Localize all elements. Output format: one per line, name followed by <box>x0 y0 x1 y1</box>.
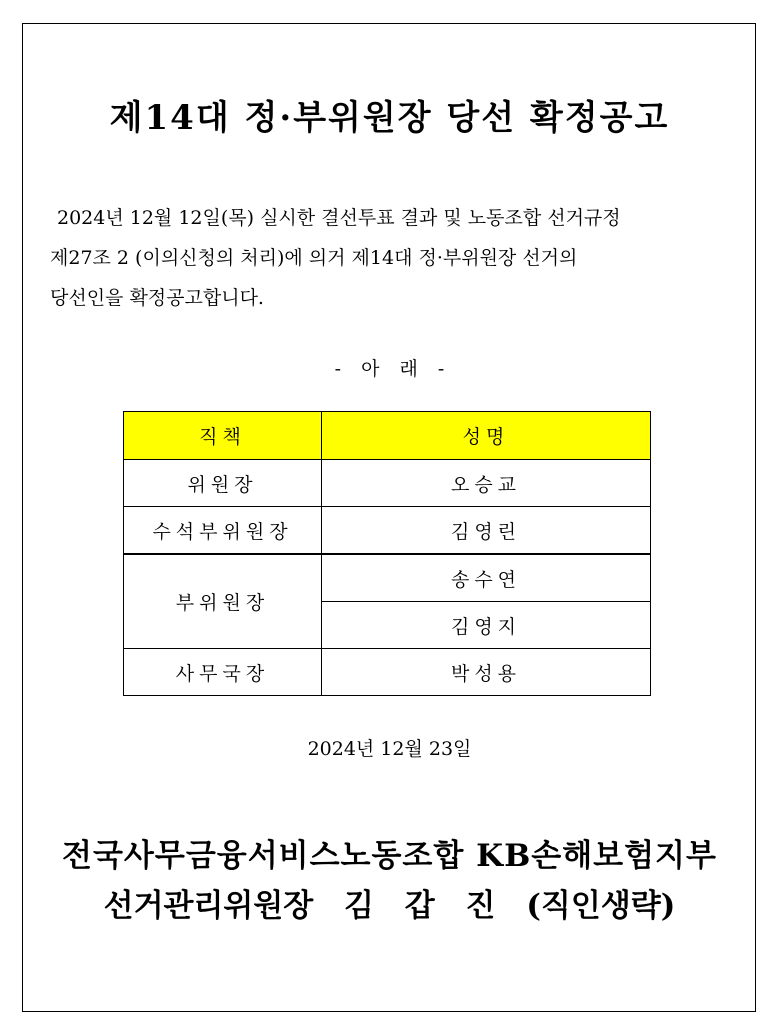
body-line-2: 제27조 2 (이의신청의 처리)에 의거 제14대 정·부위원장 선거의 <box>50 247 578 269</box>
signer-line: 선거관리위원장 김 갑 진 (직인생략) <box>103 888 676 924</box>
body-line-1: 2024년 12월 12일(목) 실시한 결선투표 결과 및 노동조합 선거규정 <box>57 207 621 229</box>
announcement-body <box>50 198 750 318</box>
table-header-row <box>124 412 651 460</box>
organization-name: 전국사무금융서비스노동조합 KB손해보험지부 <box>62 838 717 874</box>
header-name: 성명 <box>322 412 651 460</box>
table-row <box>124 554 651 602</box>
header-position: 직책 <box>124 412 322 460</box>
position-cell: 위원장 <box>124 460 322 507</box>
table-row <box>124 649 651 696</box>
name-cell: 박성용 <box>322 649 651 696</box>
name-cell: 김영린 <box>322 507 651 555</box>
name-cell: 오승교 <box>322 460 651 507</box>
body-line-3: 당선인을 확정공고합니다. <box>50 287 264 309</box>
announcement-date: 2024년 12월 23일 <box>307 738 472 760</box>
name-cell: 송수연 <box>322 554 651 602</box>
table-row <box>124 460 651 507</box>
position-cell: 부위원장 <box>124 554 322 649</box>
section-heading: - 아 래 - <box>334 358 445 380</box>
page-title: 제14대 정·부위원장 당선 확정공고 <box>109 98 670 138</box>
results-table <box>123 411 651 696</box>
name-cell: 김영지 <box>322 602 651 649</box>
position-cell: 사무국장 <box>124 649 322 696</box>
table-row <box>124 507 651 555</box>
position-cell: 수석부위원장 <box>124 507 322 555</box>
